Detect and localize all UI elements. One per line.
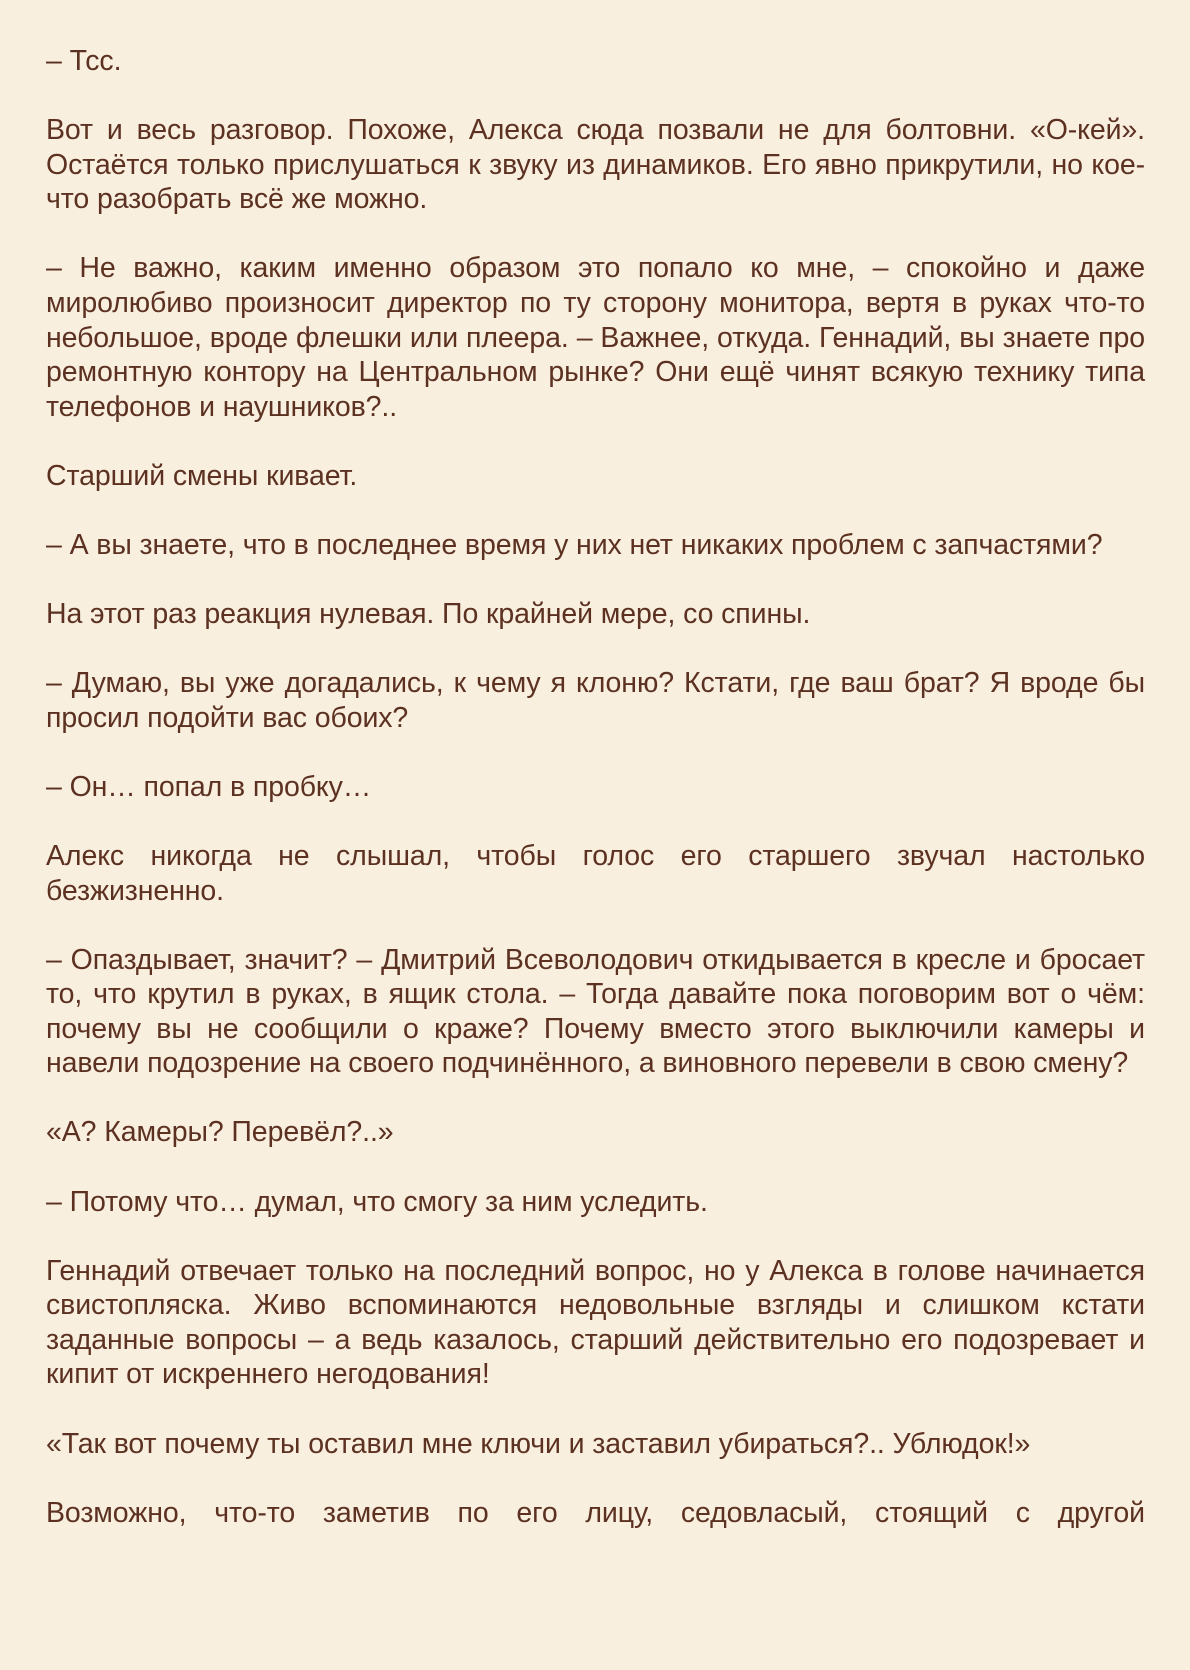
paragraph: – Думаю, вы уже догадались, к чему я клоню? Кстати, где ваш брат? Я вроде бы просил подойти вас обоих? [46, 667, 1145, 734]
paragraph: Вот и весь разговор. Похоже, Алекса сюда позвали не для болтовни. «О-кей». Остаётся только прислушаться к звуку из динамиков. Его явно прикрутили, но кое-что разобрать всё же можно. [46, 114, 1145, 216]
paragraph: «Так вот почему ты оставил мне ключи и заставил убираться?.. Ублюдок!» [46, 1427, 1031, 1460]
paragraph: – А вы знаете, что в последнее время у них нет никаких проблем с запчастями? [46, 528, 1103, 561]
paragraph: – Опаздывает, значит? – Дмитрий Всеволодович откидывается в кресле и бросает то, что крутил в руках, в ящик стола. – Тогда давайте пока поговорим вот о чём: почему вы не сообщили о краже? Почему вместо этого выключили камеры и навели подозрение на своего подчинённого, а виновного перевели в свою смену? [46, 943, 1145, 1080]
paragraph: На этот раз реакция нулевая. По крайней мере, со спины. [46, 598, 811, 631]
paragraph: – Тсс. [46, 45, 122, 77]
paragraph: Старший смены кивает. [46, 459, 358, 492]
paragraph: – Он… попал в пробку… [46, 770, 372, 803]
paragraph: Геннадий отвечает только на последний вопрос, но у Алекса в голове начинается свистопляска. Живо вспоминаются недовольные взгляды и слишком кстати заданные вопросы – а ведь казалось, старший действительно его подозревает и кипит от искреннего негодования! [46, 1254, 1145, 1391]
paragraph: «А? Камеры? Перевёл?..» [46, 1116, 394, 1149]
paragraph: – Потому что… думал, что смогу за ним уследить. [46, 1185, 708, 1218]
paragraph: – Не важно, каким именно образом это попало ко мне, – спокойно и даже миролюбиво произносит директор по ту сторону монитора, вертя в руках что-то небольшое, вроде флешки или плеера. – Важнее, откуда. Геннадий, вы знаете про ремонтную контору на Центральном рынке? Они ещё чинят всякую технику типа телефонов и наушников?.. [46, 252, 1145, 423]
paragraph-continued: Возможно, что-то заметив по его лицу, седовласый, стоящий с другой [46, 1496, 1145, 1529]
paragraph: Алекс никогда не слышал, чтобы голос его старшего звучал настолько безжизненно. [46, 839, 1145, 907]
